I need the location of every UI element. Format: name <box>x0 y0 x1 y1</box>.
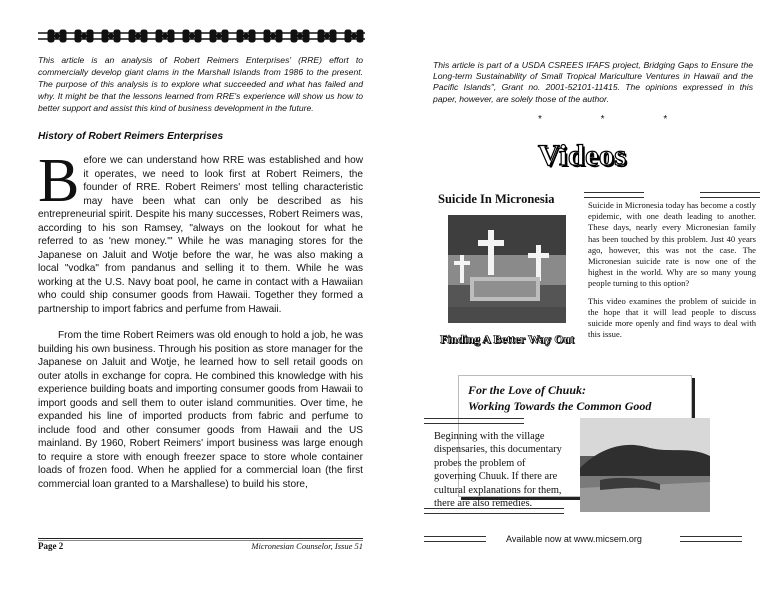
videos-title: Videos <box>538 139 627 172</box>
cemetery-photo <box>448 215 566 323</box>
intro-paragraph: This article is an analysis of Robert Reimers Enterprises' (RRE) effort to commercially develop giant clams in the Marshall Islands from 1986 to the present. The purpose of this analysis is to explore what succeeded and what has failed and why. It might be that the lessons learned from RRE's experience will show us how to better support and assist this kind of business development in the future. <box>38 55 363 114</box>
paragraph-text: efore we can understand how RRE was established and how it operates, we need to look first at Robert Reimers, the founder of RRE. Robert Reimers' most telling characteristic may have been what can only be described as his entrepreneurial spirit. Despite his many successes, Robert Reimers was, according to his son Ramsey, "always on the lookout for what he referred to as 'new money.'" While he was managing stores for the Japanese on Jaluit and Wotje before the war, he was also making a local "vodka" from pandanus and selling it to them. While he was working at the U.S. Navy boat pool, he came in contact with a Hawaiian who could ship consumer goods from Hawaii. Together they formed a partnership to import fabrics and perfume from Hawaii. <box>38 155 363 315</box>
chuuk-title-line2: Working Towards the Common Good <box>468 399 652 413</box>
rule <box>680 536 742 542</box>
section-heading: History of Robert Reimers Enterprises <box>38 131 224 142</box>
availability-note: Available now at www.micsem.org <box>506 534 642 544</box>
rule <box>424 418 524 424</box>
island-photo <box>580 418 710 512</box>
rule <box>424 508 564 514</box>
video-title-suicide: Suicide In Micronesia <box>438 192 555 206</box>
video-desc-suicide <box>588 200 756 346</box>
footer-rule <box>38 538 363 539</box>
drop-cap: B <box>38 147 80 215</box>
rule <box>584 192 644 198</box>
video-subtitle-suicide: Finding A Better Way Out <box>440 332 575 346</box>
rule <box>700 192 760 198</box>
video-title-chuuk <box>468 382 651 414</box>
page-number: Page 2 <box>38 541 64 551</box>
body-paragraph-1 <box>38 147 363 316</box>
section-stars: * * * <box>538 114 696 125</box>
rule <box>424 536 486 542</box>
body-paragraph-2: From the time Robert Reimers was old enough to hold a job, he was building his own business. Through his position as store manager for the Japanese on Jaluit and Wotje, he learned how to sell retail goods on outer atolls in exchange for copra. He combined this knowledge with his experience building boats and importing consumer goods from Hawaii to import goods and sell them to outer island communities. Over time, he expanded his line of imported products from fabric and perfume to include food and other consumer goods from Hawaii and the US mainland. By 1960, Robert Reimers' import business was large enough to require a store with enough freezer space to store whole container loads of frozen food. When he applied for a commercial loan (the first commercial loan granted to a Marshallese) to build his store, <box>38 330 363 490</box>
usda-note: This article is part of a USDA CSREES IFAFS project, Bridging Gaps to Ensure the Long-term Sustainability of Small Tropical Mariculture Ventures in Hawaii and the Pacific Islands", Grant no. 2001-52101-11415. The opinions expressed in this paper, however, are solely those of the author. <box>433 60 753 104</box>
video-desc-chuuk: Beginning with the village dispensaries, this documentary probes the problem of governing Chuuk. If there are cultural explanations for them, there are also remedies. <box>434 431 562 510</box>
desc-paragraph: Suicide in Micronesia today has become a costly epidemic, with one death leading to another. These days, nearly every Micronesian family has been touched by this problem. Just 40 years ago, however, this was not the case. The Micronesian suicide rate is now one of the highest in the world. Why are so many young people turning to this option? <box>588 200 756 289</box>
desc-paragraph: This video examines the problem of suicide in the hope that it will lead people to discuss suicide more openly and find ways to deal with this issue. <box>588 295 756 340</box>
chuuk-title-line1: For the Love of Chuuk: <box>468 383 587 397</box>
right-page <box>388 0 776 600</box>
ornament-border <box>38 27 365 45</box>
issue-label: Micronesian Counselor, Issue 51 <box>251 541 363 551</box>
